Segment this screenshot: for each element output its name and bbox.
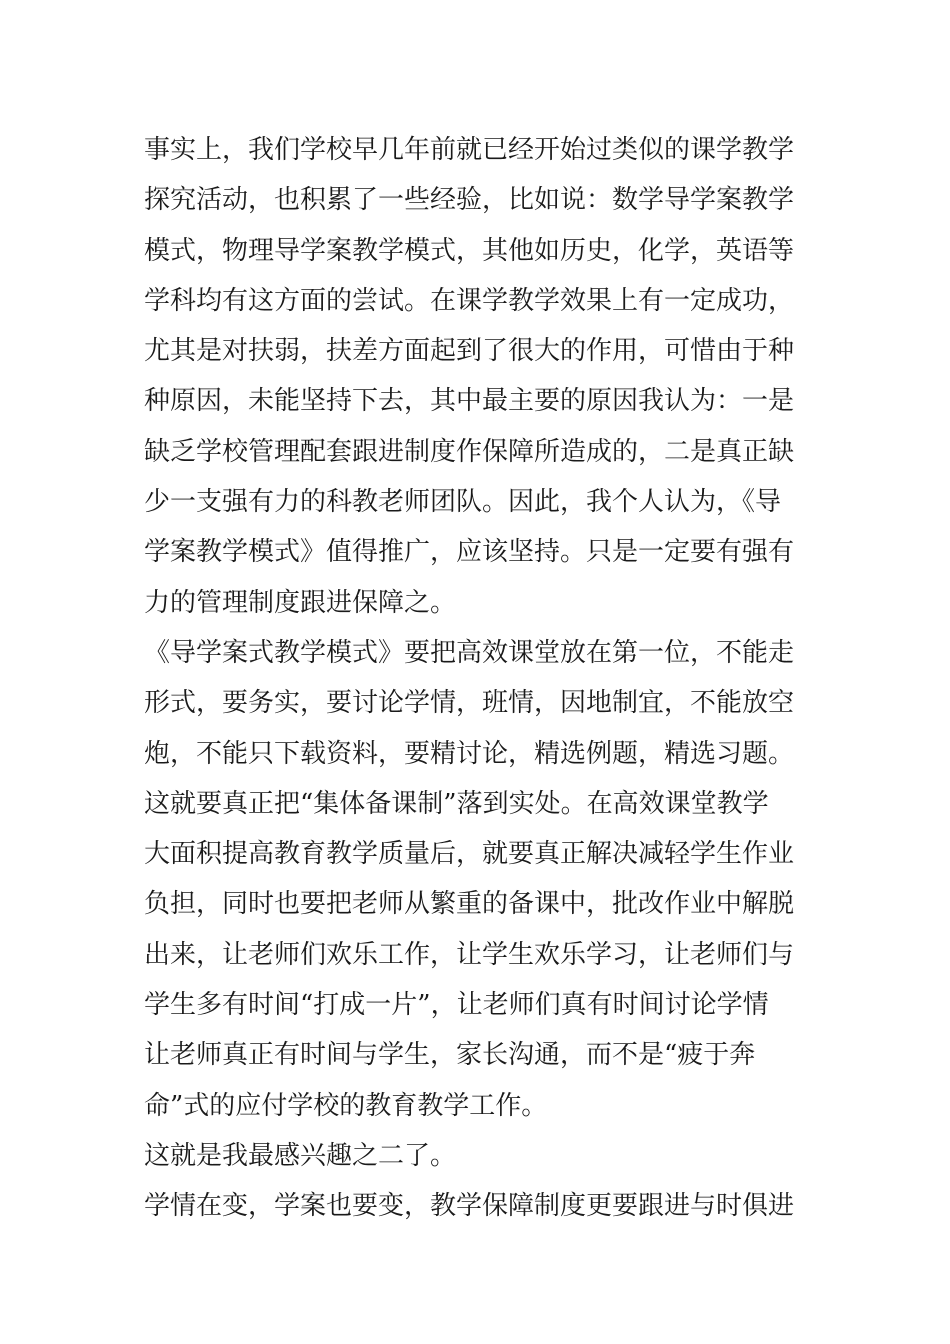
text-line: 学情在变，学案也要变，教学保障制度更要跟进与时俱进 [144, 1191, 795, 1222]
text-line: 出来，让老师们欢乐工作，让学生欢乐学习，让老师们与 [144, 939, 795, 970]
text-line: 少一支强有力的科教老师团队。因此，我个人认为，《导 [144, 487, 782, 518]
text-line: 让老师真正有时间与学生，家长沟通，而不是“疲于奔 [144, 1040, 756, 1071]
text-line: 力的管理制度跟进保障之。 [144, 587, 457, 618]
document-body-text [144, 125, 814, 1232]
text-line: 模式，物理导学案教学模式，其他如历史，化学，英语等 [144, 235, 795, 266]
text-line: 尤其是对扶弱，扶差方面起到了很大的作用，可惜由于种 [144, 336, 795, 367]
text-line: 这就要真正把“集体备课制”落到实处。在高效课堂教学 [144, 788, 769, 819]
text-line: 缺乏学校管理配套跟进制度作保障所造成的，二是真正缺 [144, 436, 795, 467]
text-line: 形式，要务实，要讨论学情，班情，因地制宜，不能放空 [144, 688, 795, 719]
text-line: 事实上，我们学校早几年前就已经开始过类似的课学教学 [144, 135, 795, 165]
text-line: 负担，同时也要把老师从繁重的备课中，批改作业中解脱 [144, 889, 795, 920]
text-line: 探究活动，也积累了一些经验，比如说：数学导学案教学 [144, 185, 795, 216]
text-line: 种原因，未能坚持下去，其中最主要的原因我认为：一是 [144, 386, 795, 417]
text-line: 学生多有时间“打成一片”，让老师们真有时间讨论学情 [144, 990, 769, 1021]
text-line: 《导学案式教学模式》要把高效课堂放在第一位，不能走 [144, 637, 795, 668]
text-line: 炮，不能只下载资料，要精讨论，精选例题，精选习题。 [144, 738, 795, 769]
text-line: 学科均有这方面的尝试。在课学教学效果上有一定成功， [144, 285, 795, 316]
text-line: 大面积提高教育教学质量后，就要真正解决减轻学生作业 [144, 839, 795, 870]
text-line: 命”式的应付学校的教育教学工作。 [144, 1090, 548, 1121]
text-line: 这就是我最感兴趣之二了。 [144, 1140, 457, 1171]
text-line: 学案教学模式》值得推广，应该坚持。只是一定要有强有 [144, 537, 795, 568]
